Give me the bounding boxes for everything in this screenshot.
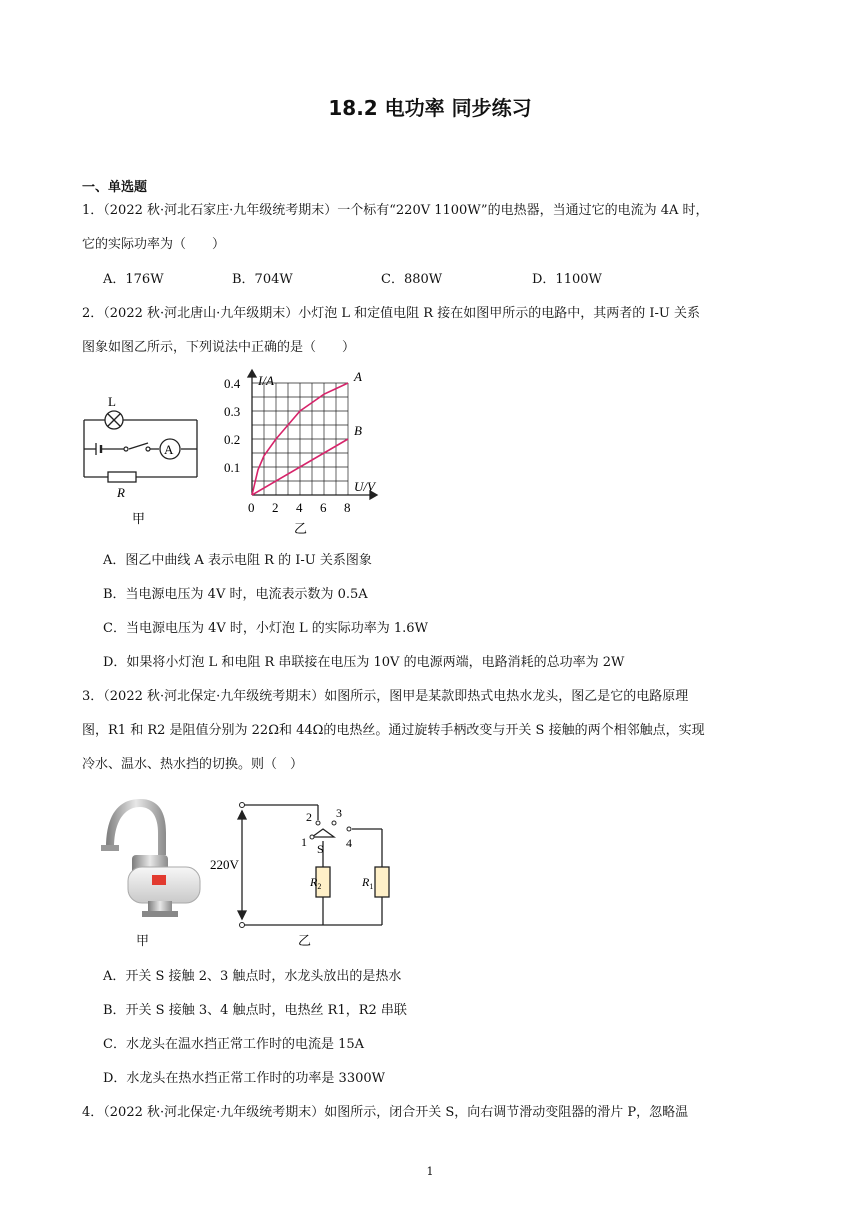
q3-line2: 图，R1 和 R2 是阻值分别为 22Ω和 44Ω的电热丝。通过旋转手柄改变与开关 S 接触的两个相邻触点，实现 [82, 723, 705, 738]
q3-option-a: A．开关 S 接触 2、3 触点时，水龙头放出的是热水 [103, 969, 402, 984]
q4-line1: 4．（2022 秋·河北保定·九年级统考期末）如图所示，闭合开关 S，向右调节滑动变阻器的滑片 P，忽略温 [82, 1105, 689, 1120]
q1-option-a: A．176W [103, 272, 164, 287]
q3-circuit-diagram [202, 793, 402, 951]
y-axis-label: I/A [258, 373, 274, 388]
page-number: 1 [426, 1165, 434, 1178]
contact-1-label: 1 [301, 835, 307, 849]
switch-contact-left [124, 447, 128, 451]
iu-graph [222, 365, 382, 545]
q2-option-c: C．当电源电压为 4V 时，小灯泡 L 的实际功率为 1.6W [103, 621, 428, 636]
section-heading: 一、单选题 [82, 180, 148, 195]
q2-line2: 图象如图乙所示，下列说法中正确的是（ ） [82, 340, 356, 355]
y-axis-arrow [248, 370, 256, 377]
x-tick-label: 4 [296, 500, 303, 515]
figure-jia-label: 甲 [132, 511, 146, 526]
q3-line3: 冷水、温水、热水挡的切换。则（ ） [82, 757, 304, 772]
switch-contact-right [146, 447, 150, 451]
q1-line1: 1．（2022 秋·河北石家庄·九年级统考期末）一个标有“220V 1100W”的电热器，当通过它的电流为 4A 时， [82, 203, 709, 218]
faucet-image [92, 793, 212, 951]
q2-option-b: B．当电源电压为 4V 时，电流表示数为 0.5A [103, 587, 368, 602]
figure-jia-label-q3: 甲 [136, 933, 150, 948]
y-tick-label: 0.2 [224, 432, 241, 447]
switch-label: S [317, 842, 324, 856]
q3-option-c: C．水龙头在温水挡正常工作时的电流是 15A [103, 1037, 365, 1052]
voltage-label: 220V [210, 857, 239, 872]
q3-option-d: D．水龙头在热水挡正常工作时的功率是 3300W [103, 1071, 386, 1086]
contact-3-label: 3 [336, 806, 342, 820]
q2-option-a: A．图乙中曲线 A 表示电阻 R 的 I-U 关系图象 [103, 553, 372, 568]
figure-yi-label: 乙 [294, 521, 308, 536]
q2-line1: 2．（2022 秋·河北唐山·九年级期末）小灯泡 L 和定值电阻 R 接在如图甲所示的电路中，其两者的 I-U 关系 [82, 306, 700, 321]
y-tick-label: 0.3 [224, 404, 241, 419]
q1-option-b: B．704W [232, 272, 293, 287]
figure-yi-label-q3: 乙 [298, 933, 312, 948]
contact-4-label: 4 [346, 836, 352, 850]
resistor-label: R [117, 485, 125, 500]
r2-label: $R_2$ [310, 875, 322, 891]
chart-grid [252, 383, 348, 495]
ammeter-label: A [164, 442, 174, 457]
q2-option-d: D．如果将小灯泡 L 和电阻 R 串联接在电压为 10V 的电源两端，电路消耗的总功率为 2W [103, 655, 625, 670]
contact-2-label: 2 [306, 810, 312, 824]
q1-option-d: D．1100W [532, 272, 602, 287]
y-tick-label: 0.4 [224, 376, 241, 391]
q1-option-c: C．880W [381, 272, 443, 287]
page-title: 18.2 电功率 同步练习 [328, 96, 532, 120]
x-tick-label: 8 [344, 500, 351, 515]
q3-line1: 3．（2022 秋·河北保定·九年级统考期末）如图所示，图甲是某款即热式电热水龙头，图乙是它的电路原理 [82, 689, 689, 704]
q3-option-b: B．开关 S 接触 3、4 触点时，电热丝 R1，R2 串联 [103, 1003, 407, 1018]
q2-circuit-diagram [72, 385, 212, 535]
x-tick-label: 6 [320, 500, 327, 515]
r1-label: $R_1$ [362, 875, 374, 891]
q1-line2: 它的实际功率为（ ） [82, 237, 226, 252]
series-label-B: B [354, 423, 362, 438]
x-tick-label: 2 [272, 500, 279, 515]
y-tick-label: 0.1 [224, 460, 241, 475]
x-tick-label: 0 [248, 500, 255, 515]
x-axis-label: U/V [354, 479, 375, 494]
series-label-A: A [354, 369, 362, 384]
lamp-label: L [108, 394, 116, 409]
